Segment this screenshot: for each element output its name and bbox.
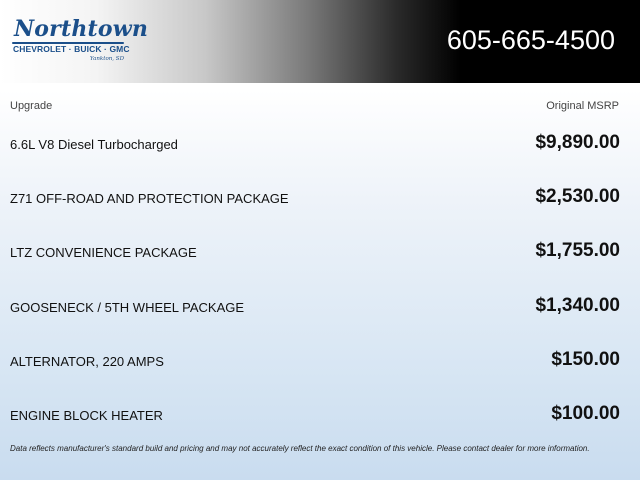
- upgrade-row: [0, 292, 640, 322]
- upgrade-price: $1,755.00: [535, 240, 620, 261]
- upgrade-row: [0, 400, 640, 430]
- upgrade-name: ENGINE BLOCK HEATER: [10, 408, 163, 423]
- upgrade-price: $100.00: [551, 403, 620, 424]
- column-header-upgrade: Upgrade: [10, 100, 53, 112]
- upgrade-row: [0, 346, 640, 376]
- upgrade-price: $2,530.00: [535, 186, 620, 207]
- upgrade-name: ALTERNATOR, 220 AMPS: [10, 354, 164, 369]
- upgrade-price: $9,890.00: [535, 132, 620, 153]
- column-header-msrp: Original MSRP: [546, 100, 619, 112]
- upgrade-price: $1,340.00: [535, 295, 620, 316]
- upgrade-row: [0, 129, 640, 159]
- dealer-logo[interactable]: [12, 16, 149, 64]
- upgrade-name: GOOSENECK / 5TH WHEEL PACKAGE: [10, 300, 245, 315]
- logo-name: Northtown: [14, 16, 149, 42]
- logo-city: Yankton, SD: [89, 56, 124, 62]
- upgrade-name: LTZ CONVENIENCE PACKAGE: [10, 245, 197, 260]
- disclaimer-text: Data reflects manufacturer's standard build and pricing and may not accurately reflect the exact condition of this vehicle. Please contact dealer for more information.: [10, 444, 590, 453]
- logo-brands: CHEVROLET · BUICK · GMC: [13, 44, 130, 54]
- upgrade-row: [0, 237, 640, 267]
- upgrade-row: [0, 183, 640, 213]
- dealer-phone[interactable]: 605-665-4500: [446, 25, 615, 55]
- upgrade-price: $150.00: [551, 349, 620, 370]
- header-banner: [0, 0, 640, 83]
- upgrade-name: 6.6L V8 Diesel Turbocharged: [10, 137, 178, 152]
- upgrade-name: Z71 OFF-ROAD AND PROTECTION PACKAGE: [10, 191, 289, 206]
